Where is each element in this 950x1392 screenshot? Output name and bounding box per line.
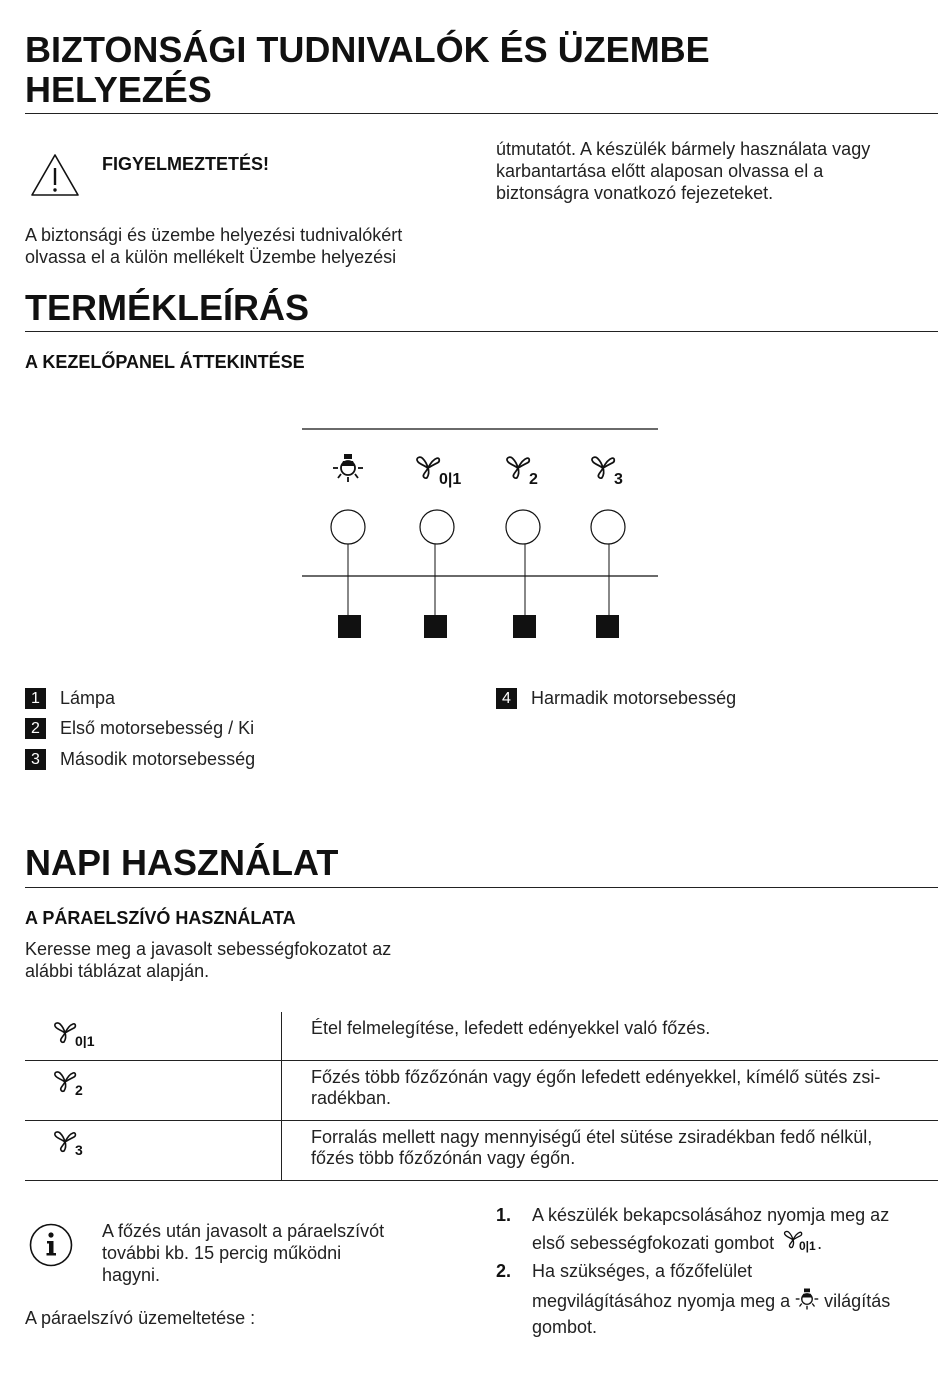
svg-text:3: 3 xyxy=(75,1141,83,1157)
warning-label: FIGYELMEZTETÉS! xyxy=(102,154,270,174)
step-2-text xyxy=(532,1258,942,1337)
speed-icon-cell xyxy=(25,1012,282,1060)
fan-speed-2-icon xyxy=(53,1069,113,1097)
safety-text-right xyxy=(496,138,870,204)
section-divider xyxy=(25,331,938,332)
table-row xyxy=(25,1012,938,1060)
fan-speed-2-icon xyxy=(507,457,529,478)
hood-usage-subtitle: A PÁRAELSZÍVÓ HASZNÁLATA xyxy=(25,908,296,928)
speed-1-button xyxy=(420,510,454,544)
operation-label: A páraelszívó üzemeltetése : xyxy=(25,1308,256,1328)
speed-description xyxy=(282,1012,939,1060)
legend-item-2 xyxy=(25,718,254,739)
speed-icon-cell xyxy=(25,1120,282,1180)
safety-text-right-line2: karbantartása előtt alaposan olvassa el a xyxy=(496,161,824,181)
step-1-line2-end: . xyxy=(817,1233,823,1253)
svg-text:0|1: 0|1 xyxy=(439,471,462,488)
info-line3: hagyni. xyxy=(102,1265,161,1285)
info-note xyxy=(102,1220,384,1286)
speed-description xyxy=(282,1060,939,1120)
description-line1: Forralás mellett nagy mennyiségű étel sütése zsiradékban fedő nélkül, xyxy=(311,1126,873,1147)
fan-speed-3-icon xyxy=(592,457,614,478)
svg-text:3: 3 xyxy=(614,471,623,488)
callout-1 xyxy=(338,615,361,638)
fan-speed-0-1-icon xyxy=(417,457,439,478)
info-icon xyxy=(28,1222,74,1268)
description-line1: Étel felmelegítése, lefedett edényekkel való főzés. xyxy=(311,1018,711,1038)
legend-label: Első motorsebesség / Ki xyxy=(60,718,255,738)
description-line1: Főzés több főzőzónán vagy égőn lefedett edényekkel, kímélő sütés zsi- xyxy=(311,1066,881,1087)
control-panel-subtitle: A KEZELŐPANEL ÁTTEKINTÉSE xyxy=(25,352,305,372)
safety-title xyxy=(25,30,710,110)
step-1-line2 xyxy=(532,1229,942,1257)
step-2-line1: Ha szükséges, a főzőfelület xyxy=(532,1261,753,1281)
lamp-button xyxy=(331,510,365,544)
step-2-line2 xyxy=(532,1285,942,1317)
legend-number: 1 xyxy=(25,688,46,709)
svg-text:0|1: 0|1 xyxy=(75,1033,95,1048)
speed-description xyxy=(282,1120,939,1180)
legend-item-3 xyxy=(25,749,255,770)
table-row xyxy=(25,1120,938,1180)
speed-table xyxy=(25,1012,938,1181)
safety-text-right-line3: biztonságra vonatkozó fejezeteket. xyxy=(496,183,774,203)
safety-title-line2: HELYEZÉS xyxy=(25,69,212,110)
fan-speed-0-1-icon xyxy=(53,1020,113,1048)
step-2-line3: gombot. xyxy=(532,1317,598,1337)
svg-text:0|1: 0|1 xyxy=(799,1239,816,1253)
safety-title-line1: BIZTONSÁGI TUDNIVALÓK ÉS ÜZEMBE xyxy=(25,29,710,70)
step-1-line2-text: első sebességfokozati gombot xyxy=(532,1233,775,1253)
description-line2: radékban. xyxy=(311,1087,392,1108)
fan-speed-0-1-icon xyxy=(779,1229,817,1253)
step-2-line2-text: megvilágításához nyomja meg a xyxy=(532,1291,791,1311)
legend-item-4 xyxy=(496,688,736,709)
speed-3-button xyxy=(591,510,625,544)
legend-item-1 xyxy=(25,688,115,709)
info-line1: A főzés után javasolt a páraelszívót xyxy=(102,1221,385,1241)
step-number: 1. xyxy=(496,1205,512,1225)
lamp-icon xyxy=(795,1287,819,1311)
callout-3 xyxy=(513,615,536,638)
step-1-text xyxy=(532,1202,942,1257)
safety-text-right-line1: útmutatót. A készülék bármely használata vagy xyxy=(496,139,871,159)
safety-text-left-line1: A biztonsági és üzembe helyezési tudnivalókért xyxy=(25,225,403,245)
info-line2: további kb. 15 percig működni xyxy=(102,1243,342,1263)
safety-text-left-line2: olvassa el a külön mellékelt Üzembe helyezési xyxy=(25,247,397,267)
intro-line2: alábbi táblázat alapján. xyxy=(25,961,210,981)
step-2-line2-end: világítás xyxy=(824,1291,891,1311)
callout-4 xyxy=(596,615,619,638)
speed-icon-cell xyxy=(25,1060,282,1120)
speed-2-button xyxy=(506,510,540,544)
step-1-line1: A készülék bekapcsolásához nyomja meg az xyxy=(532,1205,890,1225)
svg-text:2: 2 xyxy=(75,1081,83,1097)
table-row xyxy=(25,1060,938,1120)
legend-label: Lámpa xyxy=(60,688,116,708)
legend-label: Második motorsebesség xyxy=(60,749,256,769)
description-line2: főzés több főzőzónán vagy égőn. xyxy=(311,1147,576,1168)
lamp-icon xyxy=(333,454,363,482)
control-panel-diagram xyxy=(300,428,660,643)
product-title: TERMÉKLEÍRÁS xyxy=(25,287,310,328)
hood-usage-intro xyxy=(25,938,391,982)
intro-line1: Keresse meg a javasolt sebességfokozatot az xyxy=(25,939,392,959)
svg-text:2: 2 xyxy=(529,471,538,488)
section-divider xyxy=(25,113,938,114)
legend-number: 4 xyxy=(496,688,517,709)
daily-use-title: NAPI HASZNÁLAT xyxy=(25,842,339,883)
warning-triangle-icon xyxy=(29,152,81,198)
safety-text-left xyxy=(25,224,402,268)
legend-label: Harmadik motorsebesség xyxy=(531,688,737,708)
callout-2 xyxy=(424,615,447,638)
legend-number: 3 xyxy=(25,749,46,770)
step-number: 2. xyxy=(496,1261,512,1281)
legend-number: 2 xyxy=(25,718,46,739)
section-divider xyxy=(25,887,938,888)
fan-speed-3-icon xyxy=(53,1129,113,1157)
